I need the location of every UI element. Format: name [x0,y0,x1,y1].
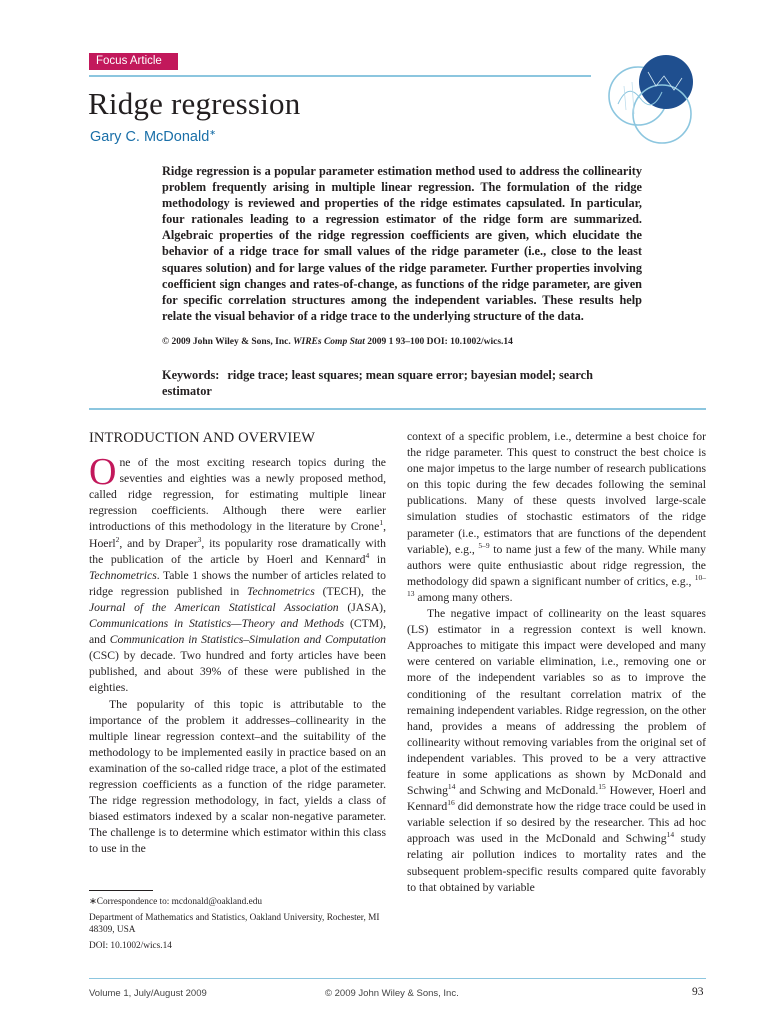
keywords: Keywords: ridge trace; least squares; mean square error; bayesian model; search estimator [162,368,593,398]
intro-paragraph-3: context of a specific problem, i.e., determine a best choice for the ridge parameter. This quest to construct the best choice is one major impetus to the large number of research publications on this topic during the few decades following the seminal publications. Many of these quests involved large-scale simulation studies of stochastic estimators of the ridge parameter (i.e., estimators that are functions of the dependent variable), e.g., $^{5-9}$ to name just a few of the many. While many authors were quite enthusiastic about ridge regression, the methodology did spawn a significant number of critics, e.g., $^{10-13}$ among many others. [407,430,706,604]
intro-paragraph-4: The negative impact of collinearity on the least squares (LS) estimator in a regression context is well known. Approaches to mitigate this impact were developed and many were centered on variable elimination, i.e., removing one or more of the independent variables so as to improve the conditioning of the resultant correlation matrix of the remaining independent variables. Ridge regression, on the other hand, provides a means of addressing the problem of collinearity without removing variables from the original set of independent variables. This proved to be a very attractive feature in some applications as shown by McDonald and Schwing$^{14}$ and Schwing and McDonald.$^{15}$ However, Hoerl and Kennard$^{16}$ did demonstrate how the ridge trace could be used in variable selection if so desired by the researcher. This ad hoc approach was used in the McDonald and Schwing$^{14}$ study relating air pollution indices to mortality rates and the subsequent problem-specific results compared quite favorably to that obtained by variable [407,607,706,894]
footer-volume: Volume 1, July/August 2009 [89,988,207,999]
left-column [89,429,386,857]
drop-cap: O [89,451,117,494]
intro-paragraph-2: The popularity of this topic is attributable to the importance of the problem it addresses–collinearity in the multiple linear regression context–and the suitability of the methodology to be implemented easily in practice based on an examination of the so-called ridge trace, a plot of the estimated regression coefficients as a function of the ridge parameter. The ridge regression methodology, in fact, yields a class of biased estimators indexed by a scalar non-negative parameter. The challenge is to determine which estimator within this class to use in the [89,697,386,856]
footnotes [89,896,386,956]
copyright-line: © 2009 John Wiley & Sons, Inc. WIREs Comp Stat 2009 1 93–100 DOI: 10.1002/wics.14 [162,337,513,347]
abstract-rule [89,408,706,410]
footer-rule [89,978,706,979]
footnote-rule [89,890,153,891]
page-number: 93 [692,986,704,998]
doi-note: DOI: 10.1002/wics.14 [89,941,172,951]
intro-paragraph-1: One of the most exciting research topics during the seventies and eighties was a newly proposed method, called ridge regression, for estimating multiple linear regression coefficients. Although there were earlier introductions of this methodology in the literature by Crone$^1$, Hoerl$^2$, and by Draper$^3$, its popularity rose dramatically with the publication of the article by Hoerl and Kennard$^4$ in Technometrics. Table 1 shows the number of articles related to ridge regression published in Technometrics (TECH), the Journal of the American Statistical Association (JASA), Communications in Statistics—Theory and Methods (CTM), and Communication in Statistics–Simulation and Computation (CSC) by decade. Two hundred and forty articles have been published, and about 39% of these were published in the eighties. [89,451,387,695]
author-name: Gary C. McDonald∗ [90,128,216,145]
footer-copyright: © 2009 John Wiley & Sons, Inc. [325,988,459,999]
abstract-text: Ridge regression is a popular parameter estimation method used to address the collinearity problem frequently arising in multiple linear regression. The formulation of the ridge methodology is reviewed and properties of the ridge estimates capsulated. In particular, four rationales leading to a regression estimator of the ridge form are summarized. Algebraic properties of the ridge regression coefficients are given, which elucidate the behavior of a ridge trace for small values of the ridge parameter (i.e., close to the least squares solution) and for large values of the ridge parameter. Further properties involving coefficient sign changes and rates-of-change, as functions of the ridge parameter, are given for specific correlation structures among the independent variables. These results help relate the visual behavior of a ridge trace to the underlying structure of the data. [162,164,642,323]
section-heading: INTRODUCTION AND OVERVIEW [89,430,316,446]
right-column [407,429,706,896]
article-type-badge: Focus Article [89,53,178,70]
correspondence-note: ∗Correspondence to: mcdonald@oakland.edu [89,897,263,907]
affiliation-note: Department of Mathematics and Statistics, Oakland University, Rochester, MI 48309, USA [89,913,380,935]
header-rule [89,75,591,77]
journal-logo-icon [604,52,700,148]
article-title: Ridge regression [88,86,301,121]
